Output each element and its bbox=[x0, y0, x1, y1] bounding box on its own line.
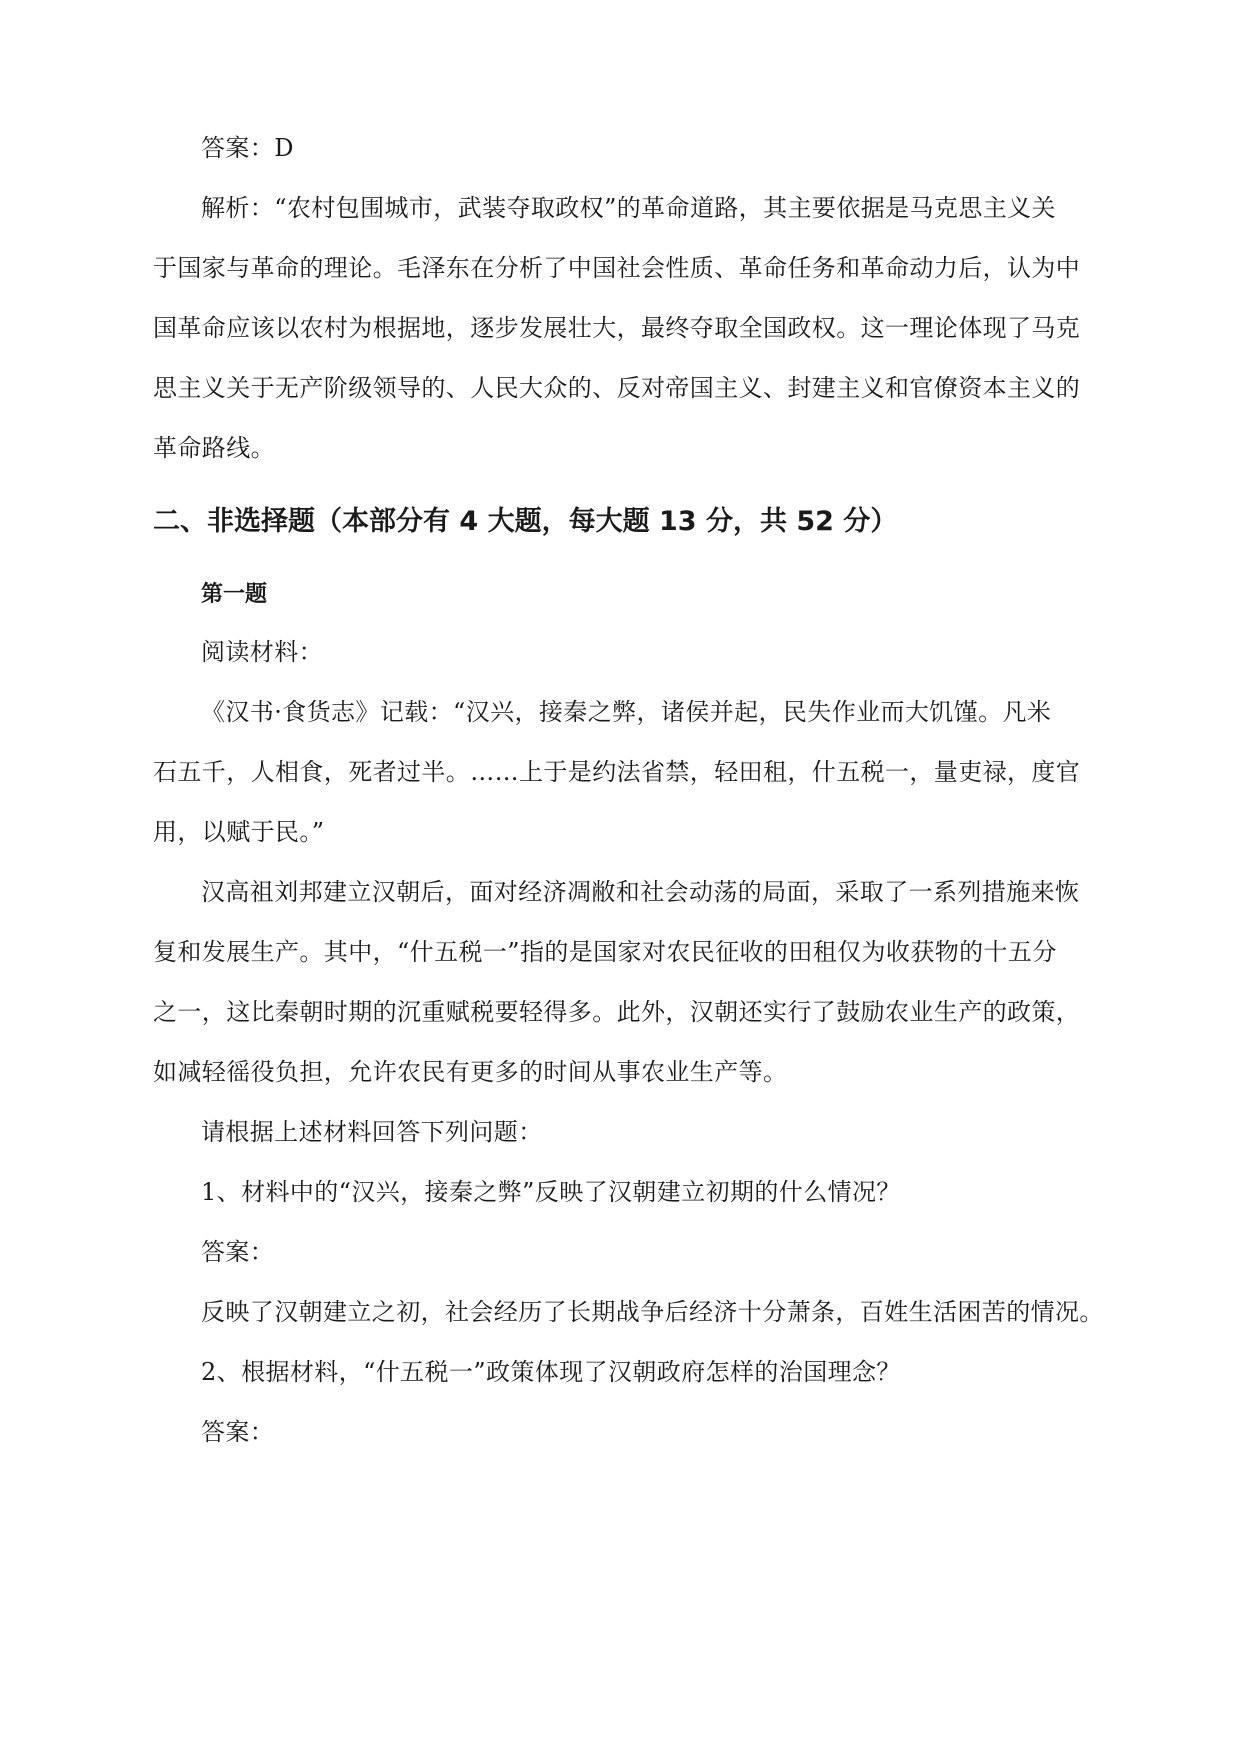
quote-line-3: 用，以赋于民。” bbox=[153, 818, 325, 846]
context-line-4: 如减轻徭役负担，允许农民有更多的时间从事农业生产等。 bbox=[153, 1058, 788, 1086]
question-title: 第一题 bbox=[201, 582, 268, 607]
analysis-line-5: 革命路线。 bbox=[153, 434, 275, 462]
question-1-answer-label: 答案： bbox=[201, 1238, 275, 1266]
prompt-line: 请根据上述材料回答下列问题： bbox=[201, 1118, 543, 1146]
quote-line-1: 《汉书·食货志》记载：“汉兴，接秦之弊，诸侯并起，民失作业而大饥馑。凡米 bbox=[201, 698, 1052, 726]
question-2-answer-label: 答案： bbox=[201, 1418, 275, 1446]
analysis-line-3: 国革命应该以农村为根据地，逐步发展壮大，最终夺取全国政权。这一理论体现了马克 bbox=[153, 314, 1081, 342]
analysis-line-2: 于国家与革命的理论。毛泽东在分析了中国社会性质、革命任务和革命动力后，认为中 bbox=[153, 254, 1081, 282]
question-1: 1、材料中的“汉兴，接秦之弊”反映了汉朝建立初期的什么情况？ bbox=[201, 1178, 901, 1206]
analysis-line-4: 思主义关于无产阶级领导的、人民大众的、反对帝国主义、封建主义和官僚资本主义的 bbox=[153, 374, 1081, 402]
answer-line: 答案：D bbox=[201, 134, 294, 162]
context-line-2: 复和发展生产。其中，“什五税一”指的是国家对农民征收的田租仅为收获物的十五分 bbox=[153, 938, 1057, 966]
section-heading: 二、非选择题（本部分有 4 大题，每大题 13 分，共 52 分） bbox=[153, 506, 898, 537]
context-line-1: 汉高祖刘邦建立汉朝后，面对经济凋敝和社会动荡的局面，采取了一系列措施来恢 bbox=[201, 878, 1080, 906]
context-line-3: 之一，这比秦朝时期的沉重赋税要轻得多。此外，汉朝还实行了鼓励农业生产的政策， bbox=[153, 998, 1081, 1026]
read-material-label: 阅读材料： bbox=[201, 638, 323, 666]
quote-line-2: 石五千，人相食，死者过半。……上于是约法省禁，轻田租，什五税一，量吏禄，度官 bbox=[153, 758, 1081, 786]
question-1-answer: 反映了汉朝建立之初，社会经历了长期战争后经济十分萧条，百姓生活困苦的情况。 bbox=[201, 1298, 1104, 1326]
analysis-line-1: 解析：“农村包围城市，武装夺取政权”的革命道路，其主要依据是马克思主义关 bbox=[201, 194, 1056, 222]
question-2: 2、根据材料，“什五税一”政策体现了汉朝政府怎样的治国理念？ bbox=[201, 1358, 901, 1386]
